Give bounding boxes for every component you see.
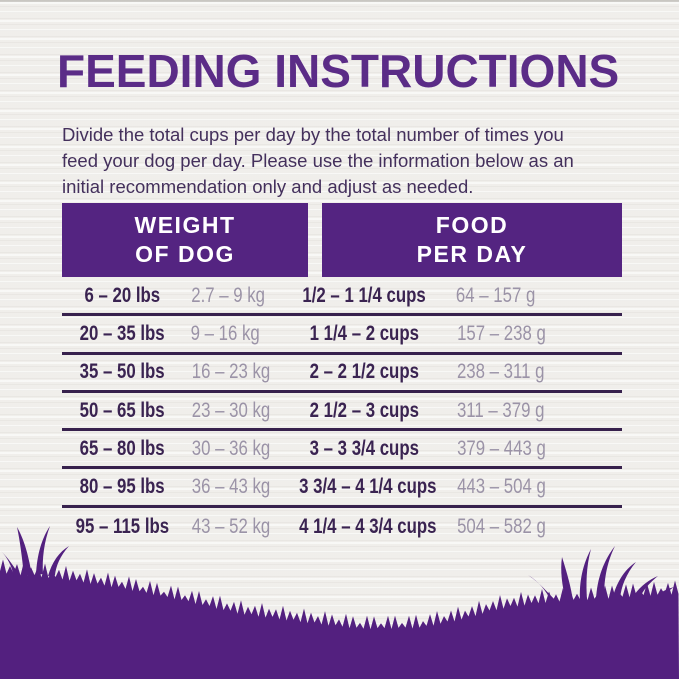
food-grams-cell: 443 – 504 g <box>457 475 546 499</box>
weight-kg-cell: 30 – 36 kg <box>191 436 271 460</box>
header-food-per-day <box>322 203 622 277</box>
food-cups-cell: 2 – 2 1/2 cups <box>309 360 419 384</box>
weight-kg-cell: 9 – 16 kg <box>190 321 260 345</box>
weight-lbs-cell: 6 – 20 lbs <box>84 283 160 307</box>
food-grams-cell: 379 – 443 g <box>457 436 546 460</box>
food-grams-cell: 157 – 238 g <box>457 321 546 345</box>
feeding-table <box>62 278 622 546</box>
weight-lbs-cell: 20 – 35 lbs <box>79 321 165 345</box>
intro-text <box>62 122 574 200</box>
food-grams-cell: 504 – 582 g <box>457 514 546 538</box>
table-row <box>62 278 622 316</box>
weight-kg-cell: 2.7 – 9 kg <box>191 283 266 307</box>
table-row <box>62 393 622 431</box>
food-grams-cell: 64 – 157 g <box>455 283 536 307</box>
weight-lbs-cell: 95 – 115 lbs <box>75 514 169 538</box>
food-cups-cell: 3 – 3 3/4 cups <box>309 436 419 460</box>
food-cups-cell: 3 3/4 – 4 1/4 cups <box>299 475 437 499</box>
intro-line-1: Divide the total cups per day by the total number of times you <box>62 124 564 145</box>
food-grams-cell: 311 – 379 g <box>456 398 545 422</box>
table-row <box>62 355 622 393</box>
weight-kg-cell: 16 – 23 kg <box>191 360 271 384</box>
weight-lbs-cell: 80 – 95 lbs <box>79 475 165 499</box>
food-cups-cell: 1 1/4 – 2 cups <box>309 321 419 345</box>
intro-line-3: initial recommendation only and adjust as needed. <box>62 176 474 197</box>
food-cups-cell: 1/2 – 1 1/4 cups <box>302 283 426 307</box>
intro-line-2: feed your dog per day. Please use the information below as an <box>62 150 574 171</box>
header-weight-line-2: OF DOG <box>135 241 235 267</box>
weight-kg-cell: 36 – 43 kg <box>191 475 271 499</box>
header-food-line-2: PER DAY <box>416 241 528 267</box>
table-row <box>62 431 622 469</box>
weight-lbs-cell: 50 – 65 lbs <box>79 398 165 422</box>
header-weight-line-1: WEIGHT <box>134 212 236 238</box>
table-header <box>0 203 679 277</box>
weight-kg-cell: 43 – 52 kg <box>191 514 271 538</box>
header-weight-of-dog <box>62 203 308 277</box>
table-row <box>62 316 622 354</box>
weight-lbs-cell: 35 – 50 lbs <box>79 360 165 384</box>
food-grams-cell: 238 – 311 g <box>456 360 545 384</box>
weight-kg-cell: 23 – 30 kg <box>191 398 271 422</box>
table-row <box>62 469 622 507</box>
food-cups-cell: 4 1/4 – 4 3/4 cups <box>299 514 437 538</box>
header-food-line-1: FOOD <box>435 212 509 238</box>
page-title: FEEDING INSTRUCTIONS <box>57 45 620 97</box>
food-cups-cell: 2 1/2 – 3 cups <box>309 398 419 422</box>
grass-mound-shape <box>0 560 679 679</box>
weight-lbs-cell: 65 – 80 lbs <box>79 436 165 460</box>
grass-silhouette <box>0 519 679 679</box>
